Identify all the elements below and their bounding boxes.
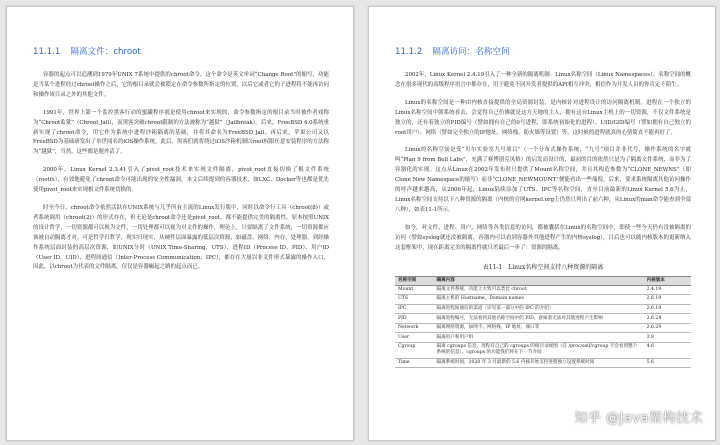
left-page-content [33, 45, 329, 434]
table-header-row [395, 276, 691, 285]
paragraph: 如今，对文件、进程、用户、网络等各类信息的访问，都被囊括在Linux的名称空间中，即使一些今天仍有没被隔离的访问（譬如syslog就还没被隔离，容器内可以看到容器外其他进程产生的内核syslog），日后也可以随内核版本的更新纳入这套框架中，现在距离完美的隔离性就只差最后一步了：资源的隔离。 [395, 224, 691, 251]
table-cell: 2.6.19 [644, 304, 691, 314]
namespace-table [395, 276, 691, 369]
paragraph: 容器的起点可以追溯到1979年UNIX 7系统中提供的chroot命令，这个命令是英文单词“Change Root”的缩写，功能是当某个进程经过chroot操作之后，它的根目录就会被锁定在命令参数所指定的位置，以后它或者它的子进程将不能再访问和操作该目录之外的其他文件。 [33, 72, 329, 98]
table-cell: Time [395, 358, 433, 368]
section-number: 11.1.2 [395, 47, 423, 57]
table-row [395, 285, 691, 295]
paragraph: 时至今日，chroot命令依然活跃在UNIX系统与几乎所有主流的Linux发行版中，同时以命令行工具（chroot(8)）或者系统调用（chroot(2)）的形式存在，但无论是chroot命令还是pivot_root，都不能提供完美的隔离性。原本按照UNIX的设计哲学，一切资源都可以视为文件，一切处理都可以视为对文件的操作，理论上，只要隔离了文件系统，一切资源都应该被自动隔离才对。可是哲学归哲学，现实归现实，从硬件层面暴露的低层次资源，如磁盘、网络、内存、处理器，到经操作系统层面封装的高层次资源，如UNIX分时（UNIX Time-Sharing，UTS）、进程ID（Process ID，PID）、用户ID（User ID，UID）、进程间通信（Inter-Process Communication，IPC），都存在大量以非文件形式暴露的操作入口，因此，以chroot为代表的文件隔离，仅仅是容器崛起之路的起点而已。 [33, 204, 329, 271]
table-caption: 表11-1 Linux名称空间支持八种资源的隔离 [482, 263, 604, 271]
table-cell: 隔离进程间通信的渠道（详见第一部分中的 IPC 的介绍） [433, 304, 643, 314]
paragraph: 2002年，Linux Kernel 2.4.19引入了一种全新的隔离机制：Linux名称空间（Linux Namespaces）。名称空间的概念在很多现代的高级程序语言中都存在，用于避免不同开发者提供的API相互冲突，相信作为开发人员的你肯定不陌生。 [395, 72, 691, 88]
section-heading: 隔离文件：chroot [70, 47, 141, 57]
table-cell: 隔离主机的 Hostname、Domain names [433, 295, 643, 305]
table-cell: PID [395, 314, 433, 324]
table-row [395, 304, 691, 314]
section-heading: 隔离访问：名称空间 [432, 47, 510, 57]
paragraph: Linux的名称空间是一种由内核直接提供的全局资源封装，是内核针对进程设计的访问隔离机制。进程在一个独立的Linux名称空间中朝系统看去，会觉得自己仿佛就是这方天地的主人，拥有这台Linux主机上的一切资源，不仅文件系统是独立的，还有着独立的PID编号（譬如拥有自己的0号进程，即系统初始化的进程）、UID/GID编号（譬如拥有自己独立的root用户）、网络（譬如完全独立的IP地址、网络栈、防火墙等设置）等，这时候的进程就真的心情简直不能再好了。 [395, 99, 691, 136]
right-page-content [395, 45, 691, 434]
table-cell: 隔离网络资源，如网卡、网络栈、IP 地址、端口等 [433, 323, 643, 333]
section-title-chroot [33, 45, 329, 57]
table-row [395, 314, 691, 324]
table-header-cell: 内核版本 [644, 276, 691, 285]
table-cell: IPC [395, 304, 433, 314]
table-cell: 5.6 [644, 358, 691, 368]
section-title-namespaces [395, 45, 691, 57]
table-cell: Mount [395, 285, 433, 295]
table-header-cell: 隔离内容 [433, 276, 643, 285]
paragraph: Linux的名称空间是受“贝尔实验室九号项目”（一个分布式操作系统，“九号”项目并非代号，操作系统的名字就叫“Plan 9 from Bell Labs”，充满了赛博朋克风格）的启发而设计的，最初的目的依然只是为了隔离文件系统，而非为了容器化的实现。这点从Linux在2002年发布时只提供了Mount名称空间，并且其构造参数为“CLONE_NEWNS”（即Clone New Namespace的缩写）而非“CLONE_NEWMOUNT”便能看出一些端倪。后来，要求系统隔离其他访问操作的呼声越来越高，从2006年起，Linux陆续添加了UTS、IPC等名称空间，直至目前最新的Linux Kernel 5.6为止，Linux名称空间支持以下八种资源的隔离（内核的官网kernel.org上仍然只列出了前六种，从Linux的man命令能查到全部八种），如表11-1所示。 [395, 147, 691, 213]
left-page [6, 6, 354, 441]
table-cell: 2.4.19 [644, 285, 691, 295]
table-cell: UTS [395, 295, 433, 305]
watermark-text: 知乎 @Java架构技术 [574, 411, 703, 426]
table-cell: 2.6.24 [644, 314, 691, 324]
table-cell: Cgroup [395, 343, 433, 359]
table-cell: 隔离文件系统，功能上大致可以类比 chroot [433, 285, 643, 295]
table-header-cell: 名称空间 [395, 276, 433, 285]
table-cell: User [395, 333, 433, 343]
table-cell: 3.8 [644, 333, 691, 343]
table-cell: 隔离系统时间，2020 年 3 月最新的 5.6 内核开始支持进程独立设置系统时间 [433, 358, 643, 368]
table-cell: 隔离用户和用户组 [433, 333, 643, 343]
section-number: 11.1.1 [33, 47, 61, 57]
table-cell: 2.6.19 [644, 295, 691, 305]
table-cell: 隔离 cgroups 信息，进程有自己的 cgroups 的根目录视图（在 /proc/self/cgroup 不会看到整个系统的信息）。cgroups 的功能我们将在下一节介绍 [433, 343, 643, 359]
table-cell: 2.6.29 [644, 323, 691, 333]
right-page [368, 6, 716, 441]
paragraph: 2000年，Linux Kernel 2.3.41引入了pivot_root技术来实现文件隔离，pivot_root直接切换了根文件系统（rootfs），有效地避免了chroot命令可能出现的安全性漏洞。本文后续提到的容器技术，如LXC、Docker等也都是优先使用pivot_root来实现根文件系统切换的。 [33, 167, 329, 194]
table-cell: 4.6 [644, 343, 691, 359]
table-cell: Network [395, 323, 433, 333]
paragraph: 1991年，世界上第一个监控黑客行动的蜜罐程序就是使用chroot来实现的，命令参数指定的根目录当时被作者戏称为“Chroot监狱”（Chroot Jail），而黑客突破chroot限制的方法被称为“越狱”（Jailbreak）。后来，FreeBSD 4.0系统重新实现了chroot命令，用它作为系统中进程沙箱隔离的基础，并将其命名为FreeBSD Jail。再后来，苹果公司又以FreeBSD为基础研发出了举世闻名的iOS操作系统，此后，黑客们就将绕过iOS沙箱机制以root权限任意安装程序的方法称为“越狱”，当然，这些都是题外话了。 [33, 109, 329, 156]
table-row [395, 358, 691, 368]
table-cell: 隔离进程编号，无法看到其他名称空间中的 PID，意味着无法对其他进程产生影响 [433, 314, 643, 324]
table-row [395, 343, 691, 359]
table-row [395, 295, 691, 305]
table-row [395, 323, 691, 333]
table-row [395, 333, 691, 343]
